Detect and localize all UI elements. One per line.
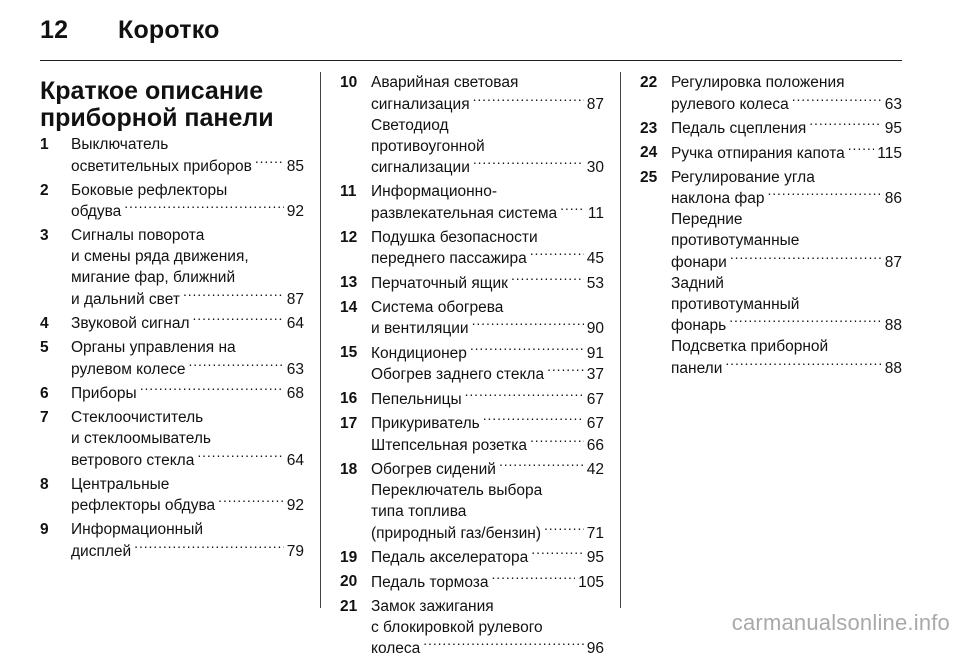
dot-leader <box>483 413 584 429</box>
entry-text: колеса <box>371 640 421 657</box>
page-reference: 11 <box>587 204 604 222</box>
page-reference: 79 <box>286 542 304 560</box>
entry-row <box>71 288 304 310</box>
item-number: 14 <box>340 298 358 316</box>
dot-leader <box>470 342 584 358</box>
item-number: 8 <box>40 475 49 493</box>
entry-text: ветрового стекла <box>71 451 195 469</box>
item-number: 4 <box>40 314 49 332</box>
index-item <box>640 72 902 115</box>
entry-row <box>671 142 902 164</box>
dot-leader <box>472 318 584 334</box>
entry-text: Штепсельная розетка <box>371 436 527 454</box>
item-number: 7 <box>40 409 49 426</box>
index-item <box>340 459 604 544</box>
entry-text: (природный газ/бензин) <box>371 524 541 542</box>
entry-text-line: типа топлива <box>371 503 467 520</box>
entry-text: Обогрев сидений <box>371 461 496 478</box>
item-number: 23 <box>640 119 658 137</box>
page-reference: 45 <box>586 250 604 267</box>
page-reference: 63 <box>884 95 902 113</box>
column-1 <box>40 72 304 565</box>
page-reference: 64 <box>286 451 304 469</box>
entry-text-line: Переключатель выбора <box>371 482 543 499</box>
dot-leader <box>197 449 283 465</box>
entry-text: Приборы <box>71 385 137 402</box>
entry-row <box>371 434 604 456</box>
entry-text: Кондиционер <box>371 344 467 362</box>
dot-leader <box>544 522 584 538</box>
entry-row <box>671 357 902 379</box>
entry-row <box>671 188 902 210</box>
page-reference: 86 <box>884 190 902 207</box>
index-item <box>340 272 604 294</box>
dot-leader <box>218 495 284 511</box>
item-number: 25 <box>640 168 658 186</box>
entry-text-line: Замок зажигания <box>371 597 494 615</box>
item-number: 10 <box>340 74 358 91</box>
entry-text-line: Регулировка положения <box>671 74 845 91</box>
page-reference: 88 <box>884 359 902 377</box>
dot-leader <box>767 188 881 204</box>
entry-text-line: Центральные <box>71 475 170 493</box>
dot-leader <box>725 357 881 373</box>
index-item <box>40 337 304 380</box>
dot-leader <box>473 157 584 173</box>
page-reference: 67 <box>586 390 604 408</box>
entry-text: и вентиляции <box>371 320 469 337</box>
entry-text-line: Система обогрева <box>371 298 504 316</box>
entry-text-line: Стеклоочиститель <box>71 409 204 426</box>
index-item <box>340 72 604 178</box>
dot-leader <box>729 315 882 331</box>
section-title-line: Краткое описание <box>40 78 264 105</box>
entry-text-line: и смены ряда движения, <box>71 248 249 265</box>
entry-text-line: Информационно- <box>371 183 498 200</box>
index-item <box>340 227 604 270</box>
page-reference: 85 <box>286 157 304 175</box>
dot-leader <box>134 540 284 556</box>
entry-row <box>371 413 604 435</box>
item-number: 22 <box>640 74 658 91</box>
page-reference: 63 <box>286 360 304 378</box>
entry-text: наклона фар <box>671 190 765 207</box>
item-number: 24 <box>640 144 658 161</box>
entry-row <box>671 251 902 273</box>
entry-row <box>71 449 304 471</box>
dot-leader <box>848 142 875 158</box>
entry-row <box>371 547 604 569</box>
entry-text-line: противотуманные <box>671 232 800 249</box>
entry-text-line: Аварийная световая <box>371 74 519 91</box>
watermark: carmanualsonline.info <box>731 610 950 635</box>
index-item <box>340 596 604 660</box>
column-2 <box>340 72 604 662</box>
page-reference: 88 <box>884 317 902 334</box>
entry-text-line: Сигналы поворота <box>71 227 205 244</box>
page-reference: 87 <box>884 253 902 271</box>
index-item <box>340 342 604 385</box>
entry-text: Педаль акселератора <box>371 549 529 566</box>
entry-row <box>371 364 604 386</box>
page-reference: 92 <box>286 497 304 514</box>
entry-text-line: Органы управления на <box>71 339 236 356</box>
entry-text-line: Информационный <box>71 521 204 538</box>
header-rule <box>40 60 902 61</box>
column-3 <box>640 72 902 382</box>
entry-row <box>371 571 604 593</box>
item-number: 3 <box>40 227 49 244</box>
dot-leader <box>492 571 576 587</box>
page-reference: 68 <box>286 385 304 402</box>
entry-text: Обогрев заднего стекла <box>371 366 545 383</box>
entry-row <box>371 318 604 340</box>
dot-leader <box>511 272 584 288</box>
index-item <box>340 547 604 569</box>
entry-text: Педаль тормоза <box>371 573 489 591</box>
dot-leader <box>193 313 284 329</box>
entry-text: сигнализации <box>371 159 470 176</box>
dot-leader <box>560 202 585 218</box>
index-item <box>640 167 902 379</box>
item-number: 5 <box>40 339 49 356</box>
entry-text: развлекательная система <box>371 204 558 222</box>
index-item <box>40 313 304 335</box>
page-reference: 87 <box>286 290 304 308</box>
entry-text: осветительных приборов <box>71 157 252 175</box>
entry-row <box>371 272 604 294</box>
entry-row <box>371 388 604 410</box>
entry-text-line: противотуманный <box>671 295 800 313</box>
entry-text: сигнализация <box>371 95 470 113</box>
page-reference: 42 <box>586 461 604 478</box>
entry-row <box>671 118 902 140</box>
entry-text-line: Светодиод <box>371 116 449 134</box>
item-number: 15 <box>340 344 358 361</box>
entry-row <box>371 93 604 115</box>
page-reference: 67 <box>586 415 604 432</box>
item-number: 2 <box>40 181 49 199</box>
entry-text-line: с блокировкой рулевого <box>371 618 543 636</box>
entry-row <box>71 201 304 223</box>
entry-text-line: Задний <box>671 274 724 292</box>
entry-text: рефлекторы обдува <box>71 497 216 514</box>
dot-leader <box>255 155 284 171</box>
item-number: 13 <box>340 274 358 291</box>
entry-text: рулевого колеса <box>671 95 789 113</box>
page-reference: 87 <box>586 95 604 113</box>
entry-row <box>371 157 604 179</box>
index-item <box>340 297 604 340</box>
dot-leader <box>792 93 882 109</box>
dot-leader <box>809 118 881 134</box>
section-title <box>40 78 304 132</box>
dot-leader <box>530 248 584 264</box>
item-number: 11 <box>340 183 357 200</box>
index-item <box>40 383 304 405</box>
dot-leader <box>124 201 283 217</box>
item-number: 16 <box>340 390 358 407</box>
entry-row <box>371 202 604 224</box>
dot-leader <box>547 364 584 380</box>
index-item <box>40 407 304 471</box>
dot-leader <box>188 358 283 374</box>
page-reference: 90 <box>586 320 604 337</box>
dot-leader <box>423 638 583 654</box>
entry-text-line: Подушка безопасности <box>371 228 538 246</box>
page-reference: 37 <box>586 366 604 383</box>
entry-text: Перчаточный ящик <box>371 274 508 292</box>
dot-leader <box>465 388 584 404</box>
section-title-line: приборной панели <box>40 105 274 132</box>
item-number: 20 <box>340 573 358 590</box>
page-reference: 53 <box>586 274 604 292</box>
entry-text-line: Боковые рефлекторы <box>71 181 228 199</box>
page-reference: 64 <box>286 315 304 332</box>
index-item <box>340 571 604 593</box>
entry-text: переднего пассажира <box>371 250 527 267</box>
entry-row <box>71 540 304 562</box>
page-reference: 115 <box>877 144 902 162</box>
chapter-title: Коротко <box>118 16 220 44</box>
page-reference: 92 <box>286 203 304 220</box>
entry-row <box>671 93 902 115</box>
index-item <box>40 225 304 310</box>
item-number: 21 <box>340 597 358 615</box>
entry-text: дисплей <box>71 542 132 560</box>
item-number: 1 <box>40 136 49 153</box>
dot-leader <box>183 288 284 304</box>
page-reference: 95 <box>884 120 902 137</box>
index-item <box>640 142 902 164</box>
entry-text-line: и стеклоомыватель <box>71 430 211 447</box>
index-item <box>40 519 304 562</box>
entry-text: обдува <box>71 203 122 220</box>
page-reference: 71 <box>586 524 604 542</box>
dot-leader <box>473 93 584 109</box>
entry-text-line: Подсветка приборной <box>671 338 829 355</box>
dot-leader <box>530 434 584 450</box>
entry-text-line: противоугонной <box>371 137 485 155</box>
column-divider <box>320 72 321 608</box>
entry-text: фонарь <box>671 317 727 334</box>
index-item <box>340 413 604 456</box>
entry-row <box>71 495 304 517</box>
index-item <box>340 181 604 224</box>
page-reference: 96 <box>586 640 604 657</box>
entry-text: панели <box>671 359 723 377</box>
entry-row <box>371 638 604 660</box>
dot-leader <box>140 383 284 399</box>
entry-text: Педаль сцепления <box>671 120 807 137</box>
entry-row <box>371 522 604 544</box>
item-number: 18 <box>340 460 358 478</box>
entry-row <box>371 459 604 481</box>
entry-row <box>71 358 304 380</box>
entry-text: фонари <box>671 253 727 271</box>
entry-row <box>71 383 304 405</box>
page-reference: 30 <box>586 159 604 176</box>
entry-row <box>371 248 604 270</box>
entry-row <box>71 313 304 335</box>
dot-leader <box>730 251 882 267</box>
column-divider <box>620 72 621 608</box>
entry-row <box>371 342 604 364</box>
page-reference: 95 <box>586 549 604 566</box>
dot-leader <box>499 459 584 475</box>
entry-text-line: мигание фар, ближний <box>71 269 236 286</box>
entry-text: Прикуриватель <box>371 415 480 432</box>
index-item <box>640 118 902 140</box>
entry-text: рулевом колесе <box>71 360 186 378</box>
index-item <box>40 134 304 177</box>
item-number: 12 <box>340 228 358 246</box>
page-number: 12 <box>40 16 69 44</box>
item-number: 9 <box>40 521 49 538</box>
entry-row <box>671 315 902 337</box>
entry-text: Ручка отпирания капота <box>671 144 845 162</box>
index-item <box>40 474 304 517</box>
item-number: 19 <box>340 548 358 566</box>
page-reference: 66 <box>586 436 604 454</box>
entry-text: и дальний свет <box>71 290 180 308</box>
entry-text-line: Выключатель <box>71 136 169 153</box>
item-number: 6 <box>40 384 49 402</box>
entry-text: Пепельницы <box>371 390 462 408</box>
index-item <box>340 388 604 410</box>
dot-leader <box>531 547 583 563</box>
entry-text-line: Регулирование угла <box>671 168 815 186</box>
item-number: 17 <box>340 414 358 432</box>
index-item <box>40 180 304 223</box>
entry-text: Звуковой сигнал <box>71 315 190 332</box>
page-reference: 91 <box>586 344 604 362</box>
entry-text-line: Передние <box>671 211 743 228</box>
page-reference: 105 <box>578 573 604 591</box>
entry-row <box>71 155 304 177</box>
